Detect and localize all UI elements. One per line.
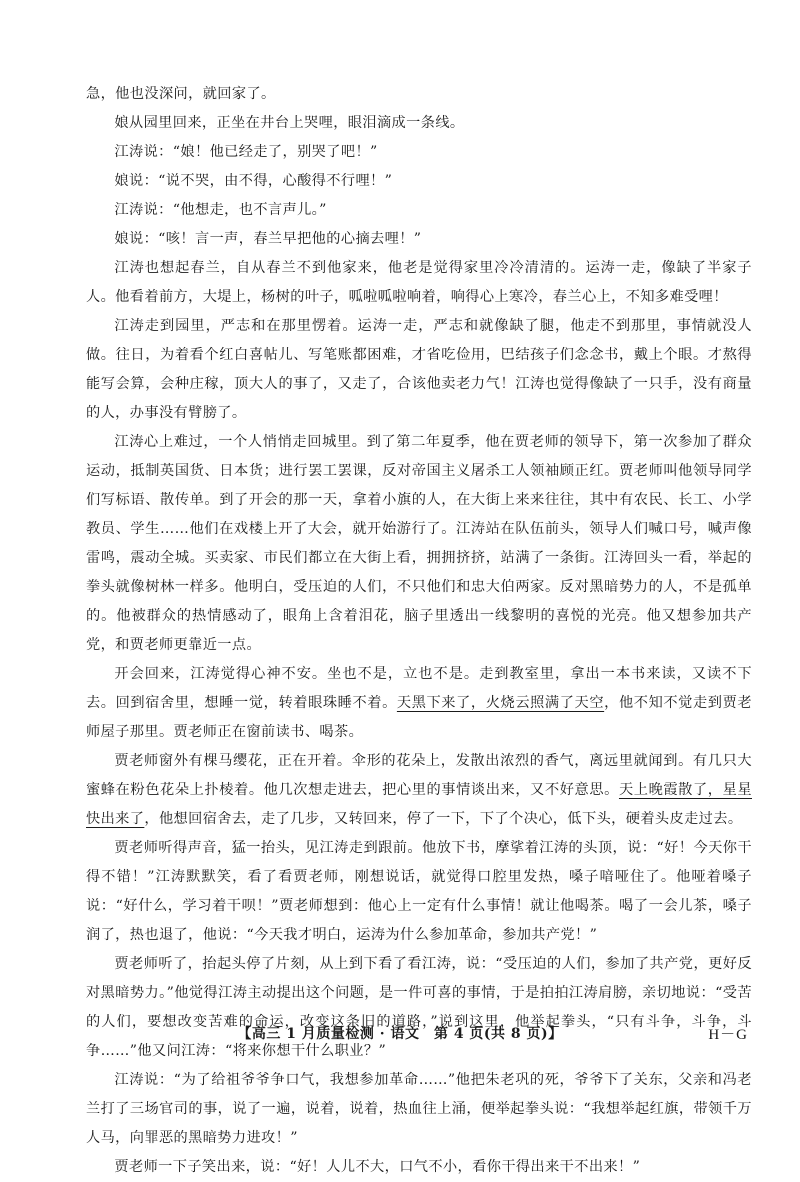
paragraph: 江涛说：“他想走，也不言声儿。”	[114, 202, 327, 218]
paragraph-with-underline	[86, 747, 752, 834]
paragraph: 贾老师一下子笑出来，说：“好！人儿不大，口气不小，看你干得出来干不出来！”	[114, 1159, 641, 1175]
exam-page-info: 【高三 1 月质量检测 · 语文 第 4 页(共 8 页)】	[237, 1026, 563, 1042]
paragraph: 娘从园里回来，正坐在井台上哭哩，眼泪滴成一条线。	[114, 115, 465, 131]
underlined-sentence: 天黑下来了，火烧云照满了天空	[396, 695, 605, 711]
exam-version-code: H－G	[708, 1027, 748, 1043]
paragraph-text: 开会回来，江涛觉得心神不安。坐也不是，立也不是。走到教室里，拿出一本书来读，又读不下去。回到宿舍里，想睡一觉，转着眼珠睡不着。	[86, 666, 752, 711]
paragraph-with-underline	[86, 660, 752, 747]
article-body	[86, 80, 752, 1182]
paragraph: 娘说：“说不哭，由不得，心酸得不行哩！”	[114, 173, 393, 189]
underlined-sentence: 天上晚霞散了，星星快出来了	[86, 782, 752, 827]
paragraph-text: ，他想回宿舍去，走了几步，又转回来，停了一下，下了个决心，低下头，硬着头皮走过去。	[144, 811, 743, 827]
page-footer	[0, 1023, 800, 1049]
paragraph: 江涛说：“娘！他已经走了，别哭了吧！”	[114, 144, 378, 160]
paragraph: 贾老师听得声音，猛一抬头，见江涛走到跟前。他放下书，摩挲着江涛的头顶，说：“好！今天你干得不错！”江涛默默笑，看了看贾老师，刚想说话，就觉得口腔里发热，嗓子喑哑住了。他哑着嗓子说：“好什么，学习着干呗！”贾老师想到：他心上一定有什么事情！就让他喝茶。喝了一会儿茶，嗓子润了，热也退了，他说：“今天我才明白，运涛为什么参加革命，参加共产党！”	[86, 840, 752, 943]
paragraph: 江涛也想起春兰，自从春兰不到他家来，他老是觉得家里冷冷清清的。运涛一走，像缺了半家子人。他看着前方，大堤上，杨树的叶子，呱啦呱啦响着，响得心上寒冷，春兰心上，不知多难受哩！	[86, 260, 752, 305]
paragraph: 娘说：“咳！言一声，春兰早把他的心摘去哩！”	[114, 231, 422, 247]
paragraph-text: 贾老师窗外有棵马缨花，正在开着。伞形的花朵上，发散出浓烈的香气，离远里就闻到。有几只大蜜蜂在粉色花朵上扑棱着。他几次想走进去，把心里的事情谈出来，又不好意思。	[86, 753, 752, 798]
paragraph: 江涛说：“为了给祖爷爷争口气，我想参加革命……”他把朱老巩的死，爷爷下了关东，父亲和冯老兰打了三场官司的事，说了一遍，说着，说着，热血往上涌，便举起拳头说：“我想举起红旗，带领千万人马，向罪恶的黑暗势力进攻！”	[86, 1072, 752, 1146]
paragraph: 江涛走到园里，严志和在那里愣着。运涛一走，严志和就像缺了腿，他走不到那里，事情就没人做。往日，为着看个红白喜帖儿、写笔账都困难，才省吃俭用，巴结孩子们念念书，戴上个眼。才熬得能写会算，会种庄稼，顶大人的事了，又走了，合该他卖老力气！江涛也觉得像缺了一只手，没有商量的人，办事没有臂膀了。	[86, 318, 752, 421]
paragraph: 贾老师听了，抬起头停了片刻，从上到下看了看江涛，说：“受压迫的人们，参加了共产党，更好反对黑暗势力。”他觉得江涛主动提出这个问题，是一件可喜的事情，于是拍拍江涛肩膀，亲切地说：“受苦的人们，要想改变苦难的命运，改变这条旧的道路，”说到这里，他举起拳头，“只有斗争，斗争，斗争……”他又问江涛：“将来你想干什么职业？”	[86, 956, 752, 1059]
paragraph: 江涛心上难过，一个人悄悄走回城里。到了第二年夏季，他在贾老师的领导下，第一次参加了群众运动，抵制英国货、日本货；进行罢工罢课，反对帝国主义屠杀工人领袖顾正红。贾老师叫他领导同学们写标语、散传单。到了开会的那一天，拿着小旗的人，在大街上来来往往，其中有农民、长工、小学教员、学生……他们在戏楼上开了大会，就开始游行了。江涛站在队伍前头，领导人们喊口号，喊声像雷鸣，震动全城。买卖家、市民们都立在大街上看，拥拥挤挤，站满了一条街。江涛回头一看，举起的拳头就像树林一样多。他明白，受压迫的人们，不只他们和忠大伯两家。反对黑暗势力的人，不是孤单的。他被群众的热情感动了，眼角上含着泪花，脑子里透出一线黎明的喜悦的光亮。他又想参加共产党，和贾老师更靠近一点。	[86, 434, 752, 653]
paragraph-text: ，他不知不觉走到贾老师屋子那里。贾老师正在窗前读书、喝茶。	[86, 695, 752, 740]
paragraph: 急，他也没深问，就回家了。	[86, 86, 276, 102]
